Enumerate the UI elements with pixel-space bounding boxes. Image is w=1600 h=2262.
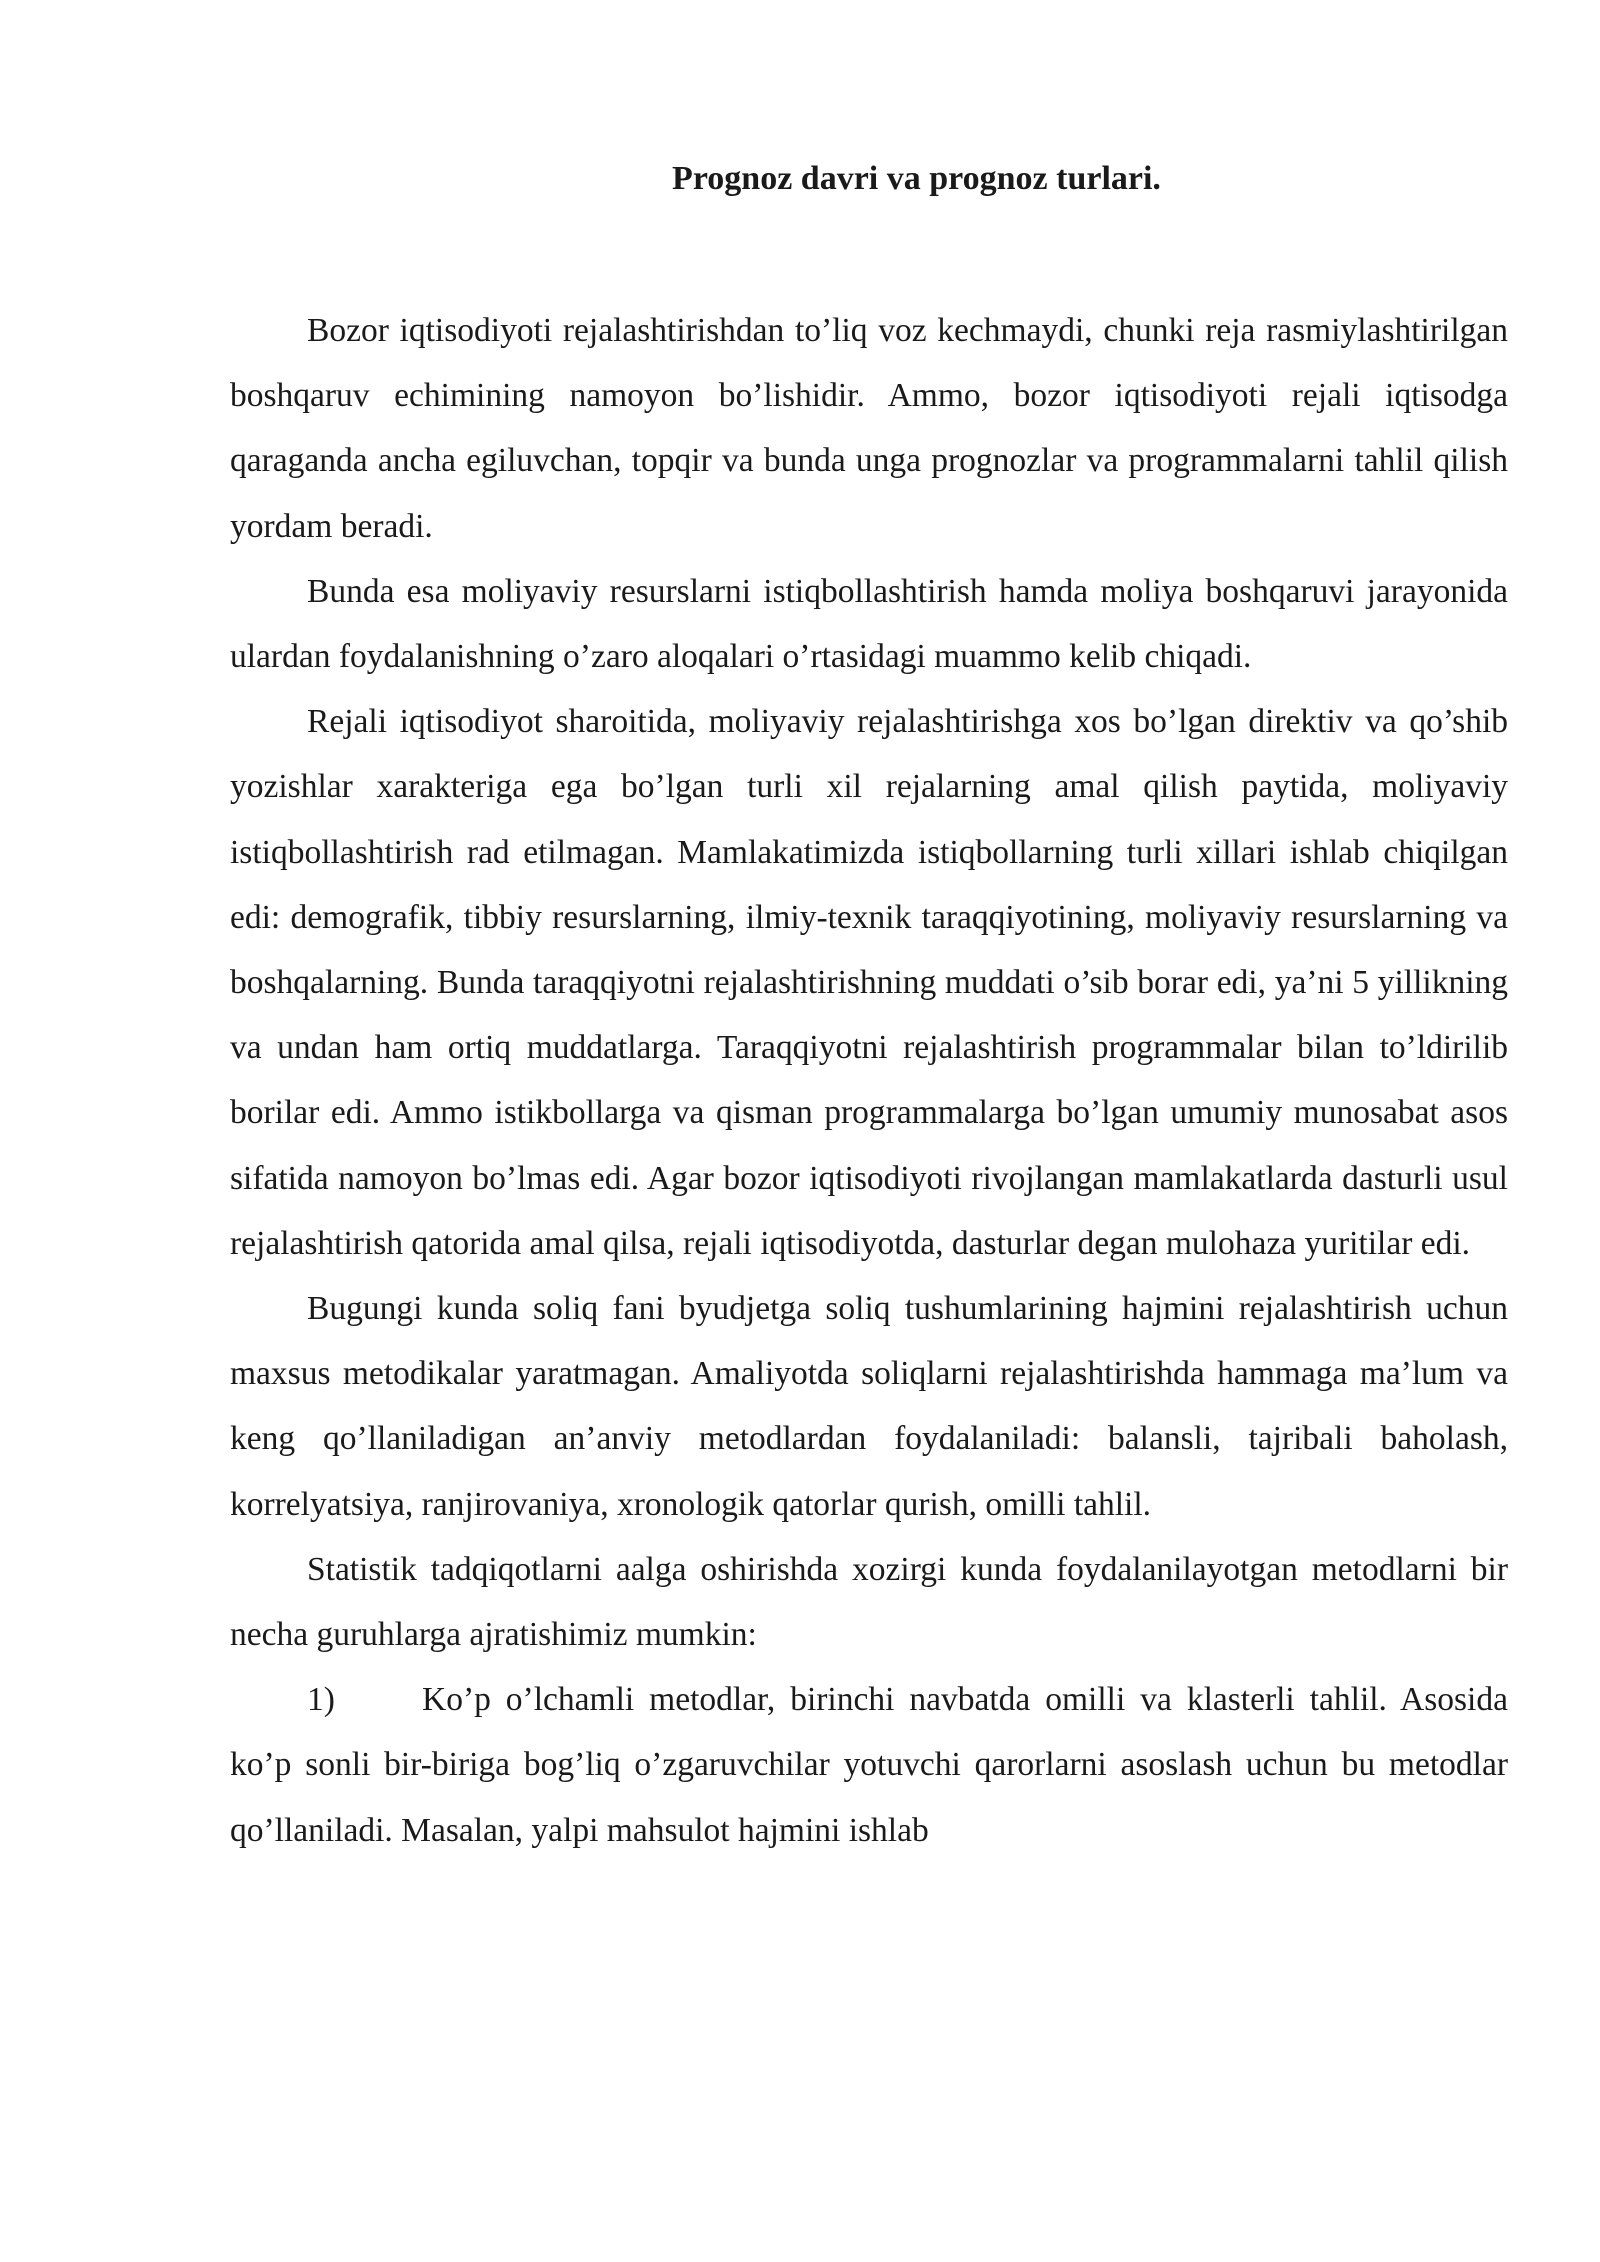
list-item-1: [230, 1667, 1508, 1863]
paragraph-1: Bozor iqtisodiyoti rejalashtirishdan to’liq voz kechmaydi, chunki reja rasmiylashtirilgan boshqaruv echimining namoyon bo’lishidir. Ammo, bozor iqtisodiyoti rejali iqtisodga qaraganda ancha egiluvchan, topqir va bunda unga prognozlar va programmalarni tahlil qilish yordam beradi.: [230, 312, 1508, 545]
document-title: Prognoz davri va prognoz turlari.: [672, 160, 1161, 197]
paragraph-2: Bunda esa moliyaviy resurslarni istiqbollashtirish hamda moliya boshqaruvi jarayonida ulardan foydalanishning o’zaro aloqalari o’rtasidagi muammo kelib chiqadi.: [230, 572, 1508, 676]
list-item-number: 1): [307, 1681, 335, 1719]
document-body: [230, 150, 1508, 1863]
paragraph-3: Rejali iqtisodiyot sharoitida, moliyaviy rejalashtirishga xos bo’lgan direktiv va qo’shib yozishlar xarakteriga ega bo’lgan turli xil rejalarning amal qilish paytida, moliyaviy istiqbollashtirish rad etilmagan. Mamlakatimizda istiqbollarning turli xillari ishlab chiqilgan edi: demografik, tibbiy resurslarning, ilmiy-texnik taraqqiyotining, moliyaviy resurslarning va boshqalarning. Bunda taraqqiyotni rejalashtirishning muddati o’sib borar edi, ya’ni 5 yillikning va undan ham ortiq muddatlarga. Taraqqiyotni rejalashtirish programmalar bilan to’ldirilib borilar edi. Ammo istikbollarga va qisman programmalarga bo’lgan umumiy munosabat asos sifatida namoyon bo’lmas edi. Agar bozor iqtisodiyoti rivojlangan mamlakatlarda dasturli usul rejalashtirish qatorida amal qilsa, rejali iqtisodiyotda, dasturlar degan mulohaza yuritilar edi.: [230, 703, 1508, 1262]
list-item-text: Ko’p o’lchamli metodlar, birinchi navbatda omilli va klasterli tahlil. Asosida ko’p sonli bir-biriga bog’liq o’zgaruvchilar yotuvchi qarorlarni asoslash uchun bu metodlar qo’llaniladi. Masalan, yalpi mahsulot hajmini ishlab: [230, 1681, 1508, 1849]
paragraph-4: Bugungi kunda soliq fani byudjetga soliq tushumlarining hajmini rejalashtirish uchun maxsus metodikalar yaratmagan. Amaliyotda soliqlarni rejalashtirishda hammaga ma’lum va keng qo’llaniladigan an’anviy metodlardan foydalaniladi: balansli, tajribali baholash, korrelyatsiya, ranjirovaniya, xronologik qatorlar qurish, omilli tahlil.: [230, 1290, 1508, 1523]
title-spacer: [230, 208, 1508, 298]
paragraph-5: Statistik tadqiqotlarni aalga oshirishda xozirgi kunda foydalanilayotgan metodlarni bir necha guruhlarga ajratishimiz mumkin:: [230, 1550, 1508, 1654]
